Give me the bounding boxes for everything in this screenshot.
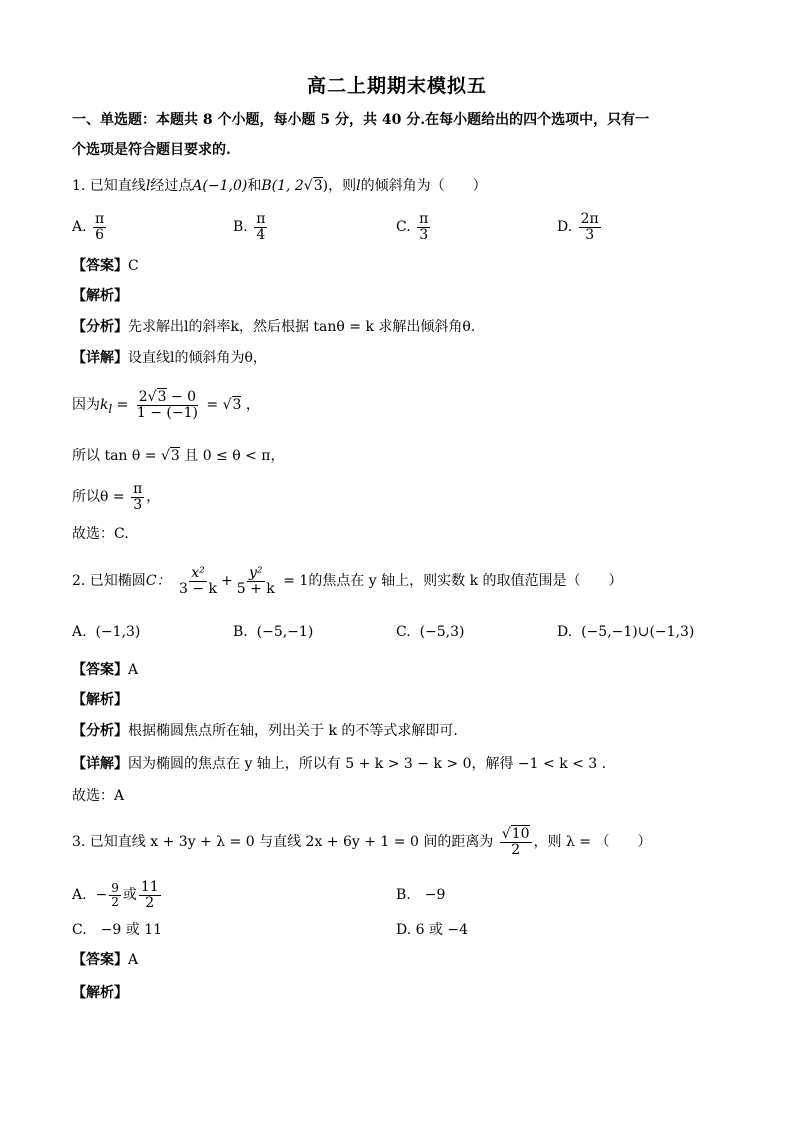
q1-option-d-num: 2π (580, 211, 599, 227)
q1-stem-text-c: 和 (247, 178, 262, 194)
q3-option-a-label: A. (72, 887, 87, 903)
q1-step-1-k: k (100, 397, 109, 413)
q3-option-a-fraction-1 (109, 882, 121, 908)
q1-stem-text: 1. 已知直线 (72, 178, 146, 194)
q1-point-a: A(−1,0) (192, 178, 248, 194)
q1-option-d-label: D. (557, 219, 573, 236)
q2-option-c[interactable] (396, 622, 465, 642)
q3-option-c[interactable]: C. −9 或 11 (72, 922, 163, 938)
q3-jiexi: 【解析】 (72, 985, 128, 1001)
q1-option-a-label: A. (72, 219, 87, 236)
q2-fraction-1 (177, 566, 219, 596)
xiangjie-tag: 【详解】 (72, 756, 128, 772)
q1-option-b-num: π (256, 211, 266, 227)
q1-step-1-fraction (135, 390, 200, 420)
q3-option-a-fraction-2 (139, 880, 161, 910)
q2-option-b-label: B. (233, 624, 248, 640)
q1-stem-text-b: 经过点 (150, 178, 193, 194)
q3-stem-b: ，则 λ = （ ） (533, 834, 652, 850)
q2-option-a-text: (−1,3) (95, 624, 141, 640)
q1-answer (72, 256, 139, 276)
q1-step-1-radical: 3 (232, 397, 242, 413)
q2-stem-b: 的焦点在 y 轴上，则实数 k 的取值范围是（ ） (308, 573, 623, 589)
q2-fraction-2 (235, 566, 277, 596)
q1-step-3-num: π (133, 480, 143, 497)
q3-stem-a: 3. 已知直线 x + 3y + λ = 0 与直线 2x + 6y + 1 = 0 间的距离为 (72, 834, 494, 850)
q2-option-a[interactable] (72, 622, 140, 642)
q1-stem-text-d: ，则 (328, 178, 357, 194)
q2-option-d[interactable] (557, 622, 694, 642)
q2-fraction-2-num: y² (249, 564, 263, 581)
q1-var-l: l (145, 178, 151, 194)
q1-point-b-radical: 3 (313, 178, 323, 194)
q1-var-l-2: l (356, 178, 361, 194)
q1-step-2-b: 且 0 ≤ θ < π， (179, 448, 285, 464)
q2-ellipse-name: C： (145, 573, 171, 589)
q3-fraction-num: √10 (501, 825, 530, 842)
q1-step-1-eq: = (201, 397, 223, 413)
q1-jiexi: 【解析】 (72, 288, 128, 304)
q2-option-b-text: (−5,−1) (256, 624, 314, 640)
answer-tag: 【答案】 (72, 258, 128, 274)
q2-option-d-label: D. (557, 624, 573, 640)
q1-xiangjie (72, 348, 267, 368)
q1-step-2-a: 所以 tan θ = (72, 448, 161, 464)
q3-option-a-f1-num: 9 (111, 880, 119, 895)
q1-option-b-den: 4 (256, 226, 266, 243)
q1-option-c-den: 3 (419, 226, 429, 243)
q1-step-2: 所以 tan θ = √3 且 0 ≤ θ < π， (72, 448, 285, 464)
q1-option-c-label: C. (396, 219, 411, 236)
q3-option-a[interactable] (72, 876, 163, 914)
q1-option-c-num: π (419, 211, 429, 227)
q1-step-3-den: 3 (133, 496, 143, 513)
q1-step-1: 因为$k_l$ = $\frac{2√3 - 0}{1 - (-1)}$ = √3 ， (72, 388, 260, 421)
q1-option-a-num: π (95, 211, 105, 227)
q1-step-3 (72, 480, 160, 514)
q2-option-b[interactable] (233, 622, 313, 642)
q1-answer-value: C (128, 258, 139, 274)
q2-fraction-2-den: 5 + k (236, 580, 275, 597)
q1-stem-text-e: 的倾斜角为（ ） (360, 178, 487, 194)
q1-step-1-num-coef: 2 (138, 388, 148, 405)
q2-stem-a: 2. 已知椭圆 (72, 573, 146, 589)
q1-point-b-close: ) (322, 178, 329, 194)
q2-fraction-1-den: 3 − k (178, 580, 218, 597)
q1-fenxi (72, 317, 475, 337)
q1-step-1-denominator: 1 − (−1) (136, 404, 198, 421)
q2-xiangjie (72, 754, 606, 774)
q1-option-a-fraction (93, 212, 106, 242)
q1-option-b-label: B. (233, 219, 248, 236)
q1-point-b: B(1, 2 (261, 178, 304, 194)
q3-option-b[interactable]: B. −9 (396, 887, 446, 903)
q2-plus: + (221, 573, 233, 589)
q1-step-3-pre: 所以θ = (72, 489, 130, 505)
q1-option-a[interactable] (72, 212, 108, 242)
q2-eq: = 1 (278, 573, 309, 589)
q2-jiexi: 【解析】 (72, 692, 128, 708)
section-heading-line1: 一、单选题：本题共 8 个小题，每小题 5 分，共 40 分.在每小题给出的四个选项中，只有一 (72, 112, 650, 128)
q2-fenxi (72, 721, 458, 741)
q1-option-d[interactable] (557, 212, 603, 242)
q3-fraction-den: 2 (511, 841, 521, 858)
q1-stem: 1. 已知直线l经过点A(−1,0)和B(1, 2√3)，则l的倾斜角为（ ） (72, 178, 487, 194)
xiangjie-tag: 【详解】 (72, 350, 128, 366)
q1-step-1-numerator: 2√3 − 0 (138, 388, 197, 405)
answer-tag: 【答案】 (72, 662, 128, 678)
q1-step-3-fraction (131, 482, 144, 512)
q1-step-1-end: ， (241, 397, 260, 413)
q1-option-b[interactable] (233, 212, 269, 242)
q2-option-d-text: (−5,−1)∪(−1,3) (581, 624, 695, 640)
q2-option-c-label: C. (396, 624, 411, 640)
q1-fenxi-text: 先求解出l的斜率k，然后根据 tanθ = k 求解出倾斜角θ. (128, 319, 476, 335)
fenxi-tag: 【分析】 (72, 319, 128, 335)
q2-answer-value: A (128, 662, 139, 678)
q3-option-a-f1-den: 2 (111, 894, 119, 909)
q1-option-b-fraction (254, 212, 267, 242)
q2-stem (72, 562, 623, 600)
q1-step-3-end: ， (146, 489, 161, 505)
q3-stem (72, 822, 652, 862)
q2-fenxi-text: 根据椭圆焦点所在轴，列出关于 k 的不等式求解即可. (128, 723, 458, 739)
q1-step-1-sub: l (108, 401, 113, 416)
q3-answer-value: A (128, 952, 139, 968)
answer-tag: 【答案】 (72, 952, 128, 968)
q1-option-d-den: 3 (585, 226, 595, 243)
q1-option-d-fraction (579, 212, 601, 242)
q3-fraction-num-radical: 10 (511, 825, 530, 842)
section-heading-line2: 个选项是符合题目要求的. (72, 142, 231, 158)
q1-step-1-pre: 因为 (72, 397, 100, 413)
q3-option-a-f2-den: 2 (145, 894, 155, 911)
fenxi-tag: 【分析】 (72, 723, 128, 739)
q2-choose: 故选：A (72, 788, 125, 804)
q3-fraction (500, 827, 532, 857)
q1-xiangjie-text: 设直线l的倾斜角为θ， (128, 350, 267, 366)
q3-option-d[interactable]: D. 6 或 −4 (396, 922, 469, 938)
q2-xiangjie-text: 因为椭圆的焦点在 y 轴上，所以有 5 + k > 3 − k > 0，解得 −1 < k < 3 . (128, 756, 607, 772)
q2-option-a-label: A. (72, 624, 87, 640)
q2-answer (72, 660, 138, 680)
q3-option-a-or: 或 (122, 887, 137, 903)
page-title: 高二上期期末模拟五 (306, 75, 487, 97)
q3-option-a-minus: − (95, 887, 108, 903)
q2-option-c-text: (−5,3) (419, 624, 465, 640)
q3-answer (72, 950, 138, 970)
q1-step-1-num-post: − 0 (166, 388, 197, 405)
q1-step-1-num-radical: 3 (157, 388, 167, 405)
q1-option-c[interactable] (396, 212, 432, 242)
q1-option-c-fraction (417, 212, 430, 242)
q2-fraction-1-num: x² (191, 564, 205, 581)
q3-option-a-f2-num: 11 (140, 878, 159, 895)
q1-choose: 故选：C. (72, 526, 129, 542)
q1-step-2-radical: 3 (170, 448, 180, 464)
q1-option-a-den: 6 (95, 226, 105, 243)
